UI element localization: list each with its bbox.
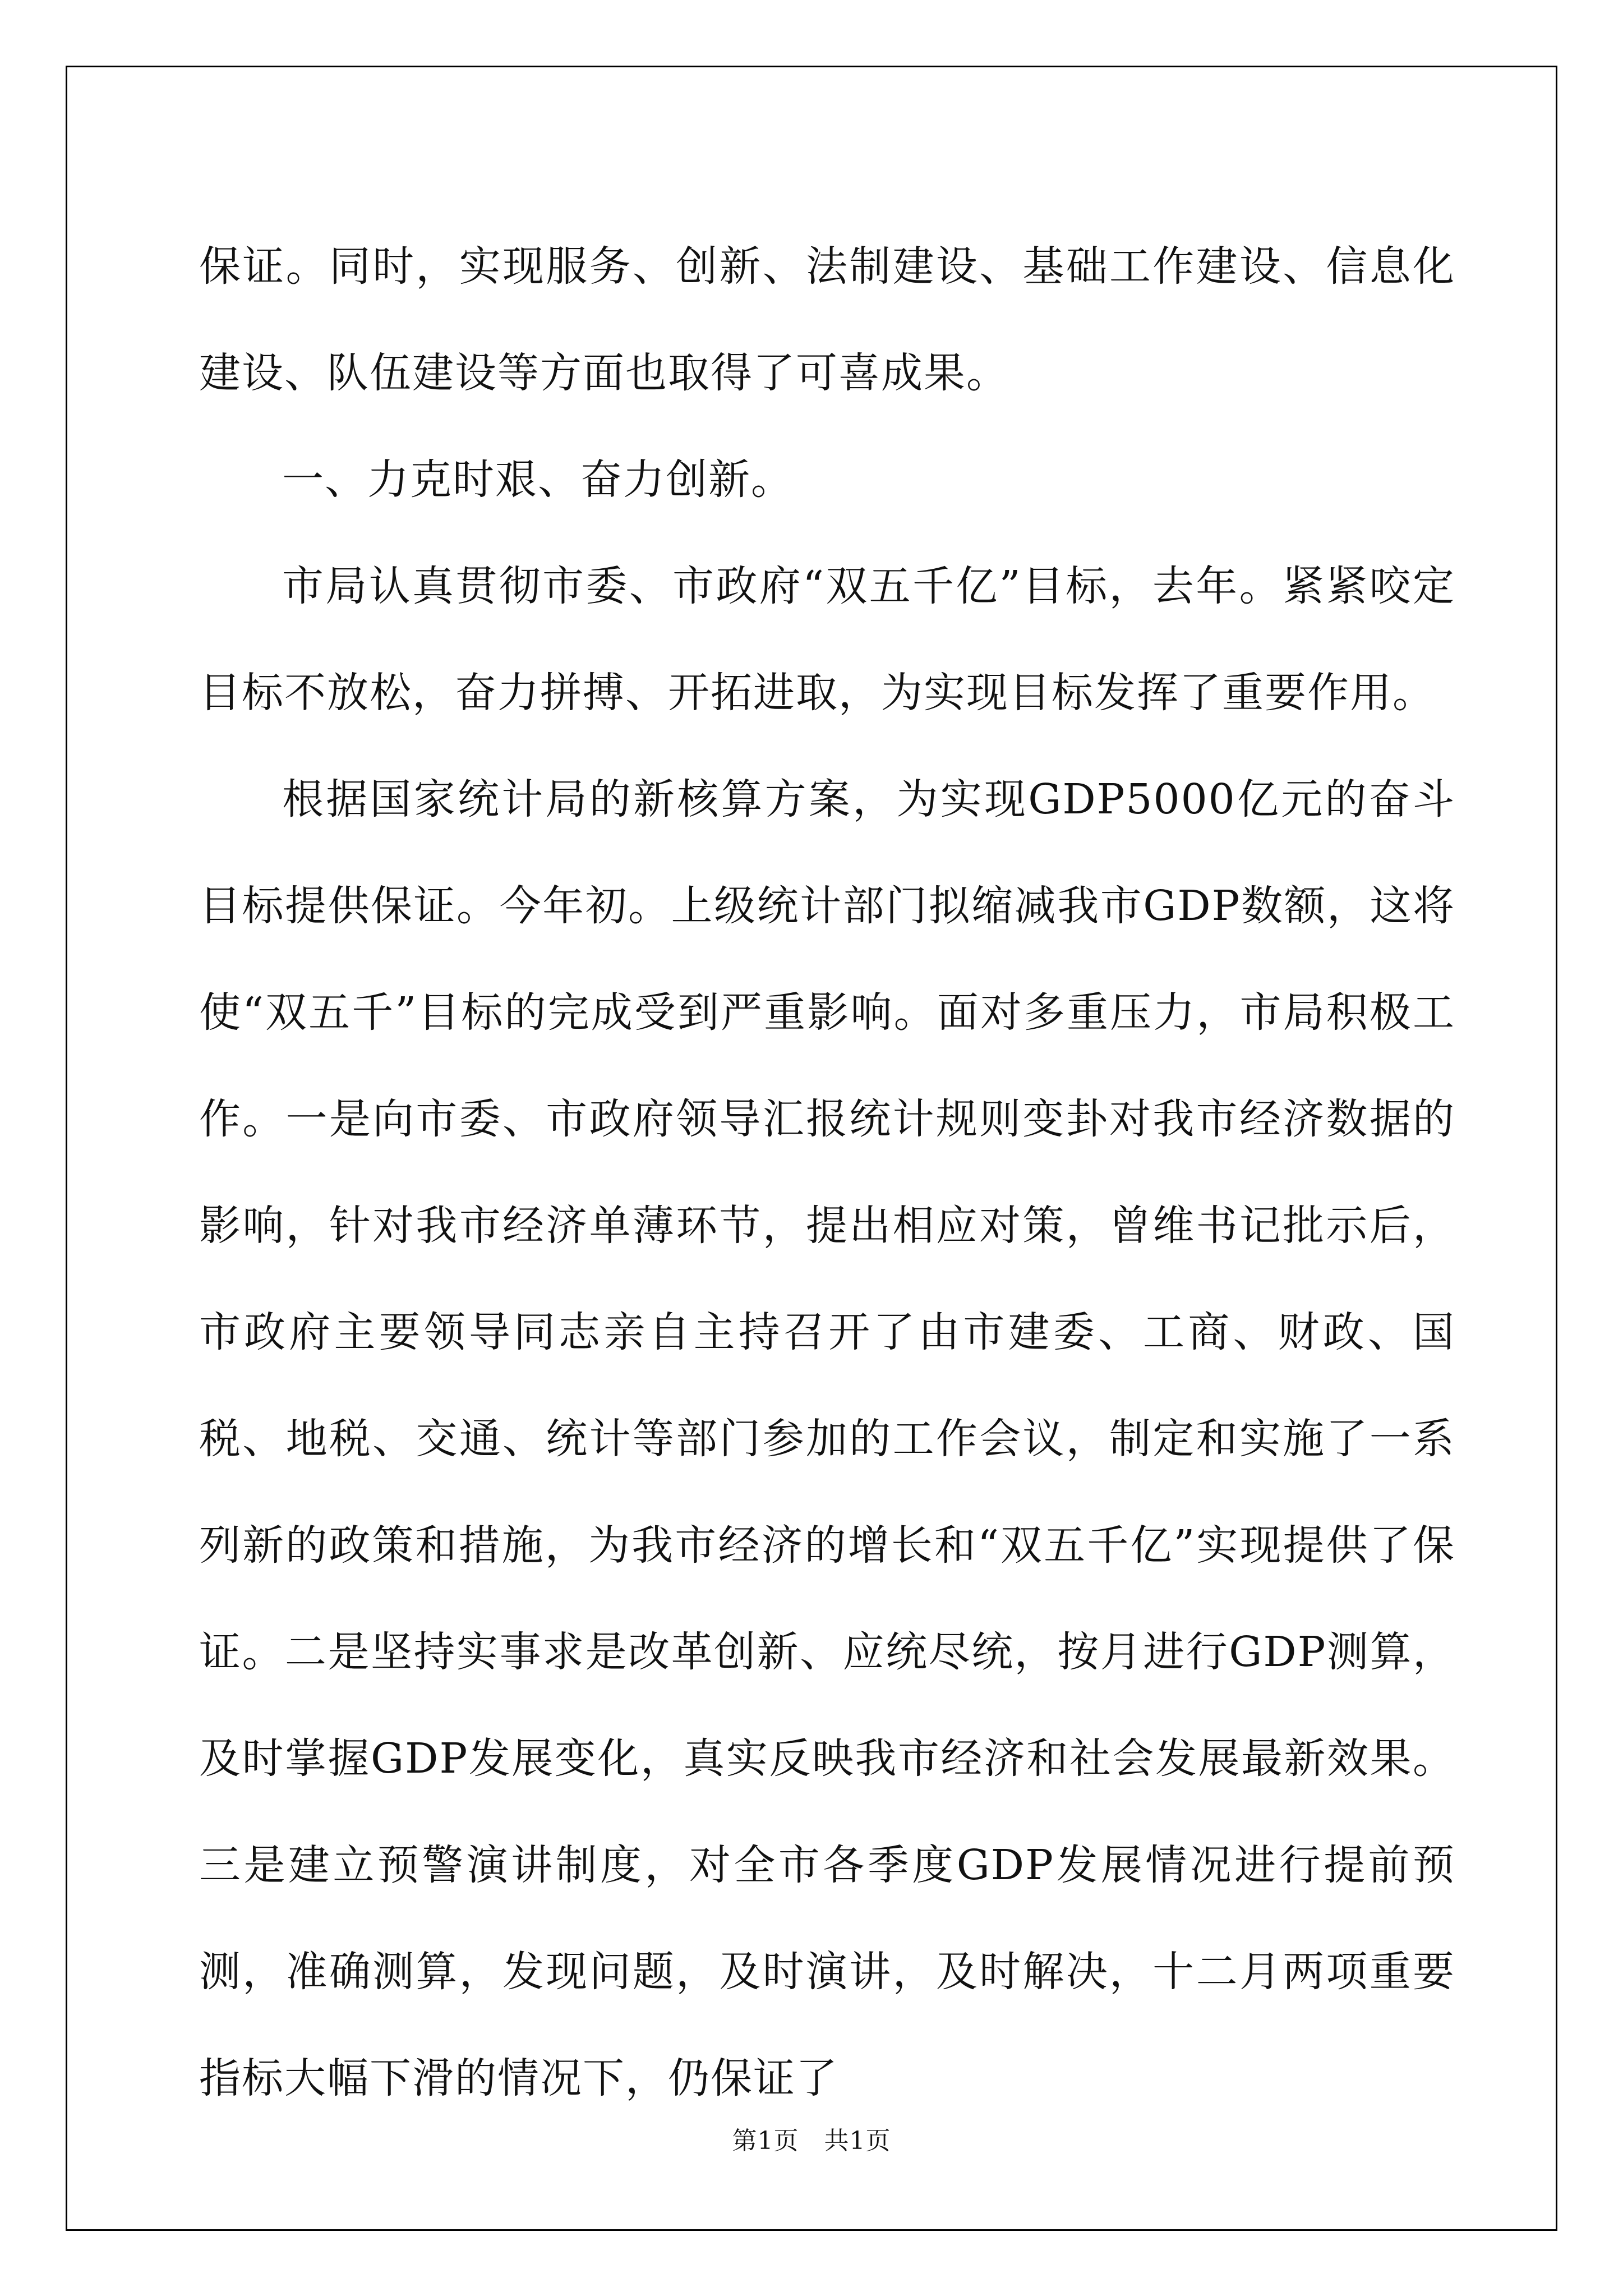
paragraph-3: 市局认真贯彻市委、市政府“双五千亿”目标，去年。紧紧咬定目标不放松，奋力拼搏、开拓进取，为实现目标发挥了重要作用。 [199,562,1455,717]
page-footer: 第1页 共1页 [732,2127,891,2155]
paragraph-4: 根据国家统计局的新核算方案，为实现GDP5000亿元的奋斗目标提供保证。今年初。上级统计部门拟缩减我市GDP数额，这将使“双五千”目标的完成受到严重影响。面对多重压力，市局积极工作。一是向市委、市政府领导汇报统计规则变卦对我市经济数据的影响，针对我市经济单薄环节，提出相应对策，曾维书记批示后，市政府主要领导同志亲自主持召开了由市建委、工商、财政、国税、地税、交通、统计等部门参加的工作会议，制定和实施了一系列新的政策和措施，为我市经济的增长和“双五千亿”实现提供了保证。二是坚持实事求是改革创新、应统尽统，按月进行GDP测算，及时掌握GDP发展变化，真实反映我市经济和社会发展最新效果。三是建立预警演讲制度，对全市各季度GDP发展情况进行提前预测，准确测算，发现问题，及时演讲，及时解决，十二月两项重要指标大幅下滑的情况下，仍保证了 [199,775,1455,2102]
paragraph-1: 保证。同时，实现服务、创新、法制建设、基础工作建设、信息化建设、队伍建设等方面也取得了可喜成果。 [199,242,1455,397]
paragraph-2-heading: 一、力克时艰、奋力创新。 [282,455,794,504]
document-body [199,213,1455,2132]
